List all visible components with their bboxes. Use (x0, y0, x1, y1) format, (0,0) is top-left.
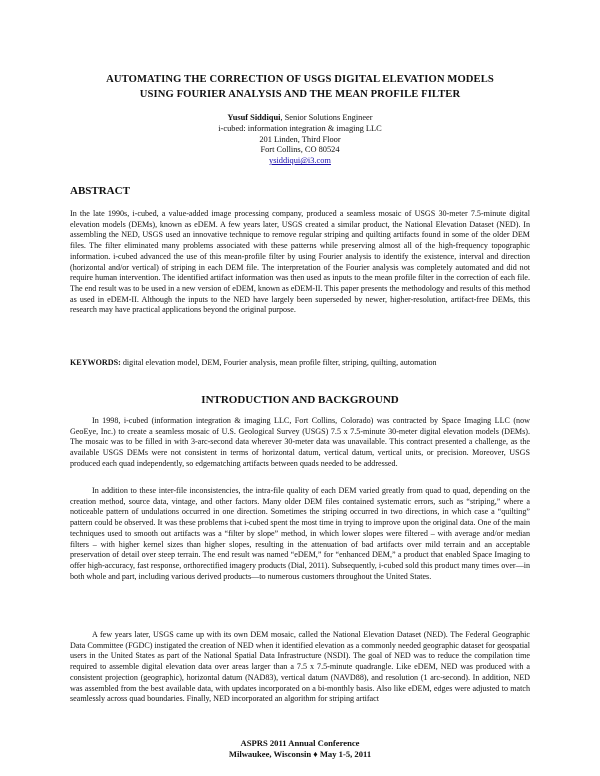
keywords-text: digital elevation model, DEM, Fourier analysis, mean profile filter, striping, quilting, automation (120, 358, 437, 367)
conference-footer (100, 738, 500, 759)
author-block (100, 113, 500, 167)
title-line-1: AUTOMATING THE CORRECTION OF USGS DIGITAL ELEVATION MODELS (106, 74, 494, 85)
intro-paragraph-3: A few years later, USGS came up with its own DEM mosaic, called the National Elevation Dataset (NED). The Federal Geographic Data Committee (FGDC) instigated the creation of NED when it identified elevation as a commonly needed geographic dataset for geospatial users in the United States as part of the National Spatial Data Infrastructure (NSDI). The goal of NED was to reduce the compilation time required to assemble digital elevation data over areas larger than a 7.5 x 7.5-minute quadrangle. Like eDEM, NED was produced with a consistent projection (geographic), horizontal datum (NAD83), vertical datum (NAVD88), and resolution (1 arc-second). In addition, NED was assembled from the best available data, with updates incorporated on a bi-monthly basis. Also like eDEM, edges were adjusted to match seamlessly across quad boundaries. Finally, NED incorporated an algorithm for striping artifact (70, 630, 530, 704)
intro-paragraph-1: In 1998, i-cubed (information integration & imaging LLC, Fort Collins, Colorado) was contracted by Space Imaging LLC (now GeoEye, Inc.) to create a seamless mosaic of U.S. Geological Survey (USGS) 7.5 x 7.5-minute 30-meter digital elevation models (DEMs). The mosaic was to be filled in with 3-arc-second data wherever 30-meter data was unavailable. This contract presented a challenge, as the available USGS DEMs were not consistent in terms of horizontal datum, vertical datum, vertical units, or precision. Moreover, USGS produced each quad independently, so edgematching artifacts between quads needed to be addressed. (70, 416, 530, 468)
keywords-line (70, 358, 530, 369)
author-name: Yusuf Siddiqui (227, 113, 281, 122)
author-role: , Senior Solutions Engineer (280, 113, 373, 122)
author-email-link[interactable]: ysiddiqui@i3.com (269, 156, 331, 166)
abstract-text: In the late 1990s, i-cubed, a value-added image processing company, produced a seamless mosaic of USGS 30-meter 7.5-minute digital elevation models (DEMs), known as eDEM. A few years later, USGS created a similar product, the National Elevation Dataset (NED). In assembling the NED, USGS used an innovative technique to remove regular striping and quilting artifacts found in some of the older DEM files. The filter eliminated many problems associated with these patterns while preserving almost all of the high-frequency topographic information. i-cubed advanced the use of this mean-profile filter by using Fourier analysis to identify the existence, interval and direction (horizontal and/or vertical) of striping in each DEM file. The interpretation of the Fourier analysis was completely automated and did not require human intervention. The identified artifact information was then used as inputs to the mean profile filter in the correction of each file. The end result was to be used in a new version of eDEM, known as eDEM-II. This paper presents the methodology and results of this method as used in eDEM-II. Although the inputs to the NED have largely been superseded by newer, higher-resolution, artifact-free DEMs, this research may have practical applications beyond the original purpose. (70, 209, 530, 315)
footer-line-2: Milwaukee, Wisconsin ♦ May 1-5, 2011 (228, 748, 372, 759)
intro-heading: INTRODUCTION AND BACKGROUND (201, 394, 399, 406)
paper-title (60, 72, 540, 102)
author-address-2: Fort Collins, CO 80524 (260, 145, 340, 155)
title-line-2: USING FOURIER ANALYSIS AND THE MEAN PROFILE FILTER (139, 89, 461, 100)
author-address-1: 201 Linden, Third Floor (259, 134, 341, 144)
intro-paragraph-2: In addition to these inter-file inconsistencies, the intra-file quality of each DEM varied greatly from quad to quad, depending on the creation method, source data, vintage, and other factors. Many older DEM files contained systematic errors, such as “striping,” where a noticeable pattern of undulations occurred in one direction. Sometimes the striping occurred in two directions, in which case a “quilting” pattern could be observed. It was these problems that i-cubed spent the most time in trying to improve upon the original data. One of the main techniques used to smooth out artifacts was a “filter by slope” method, in which lower slopes were filtered – with average and/or median filters – with higher kernel sizes than higher slopes, resulting in the attenuation of bad artifacts over mild terrain and an acceptable preservation of detail over steep terrain. The end result was named “eDEM,” for “enhanced DEM,” a product that enabled Space Imaging to offer high-accuracy, fast response, orthorectified imagery products (Dial, 2011). Subsequently, i-cubed sold this product many times over—in both whole and part, including various derived products—to numerous customers throughout the United States. (70, 486, 530, 581)
abstract-heading: ABSTRACT (70, 185, 130, 197)
keywords-label: KEYWORDS: (70, 358, 121, 367)
author-company: i-cubed: information integration & imaging LLC (218, 123, 382, 133)
footer-line-1: ASPRS 2011 Annual Conference (240, 738, 360, 748)
author-name-line (100, 113, 500, 124)
